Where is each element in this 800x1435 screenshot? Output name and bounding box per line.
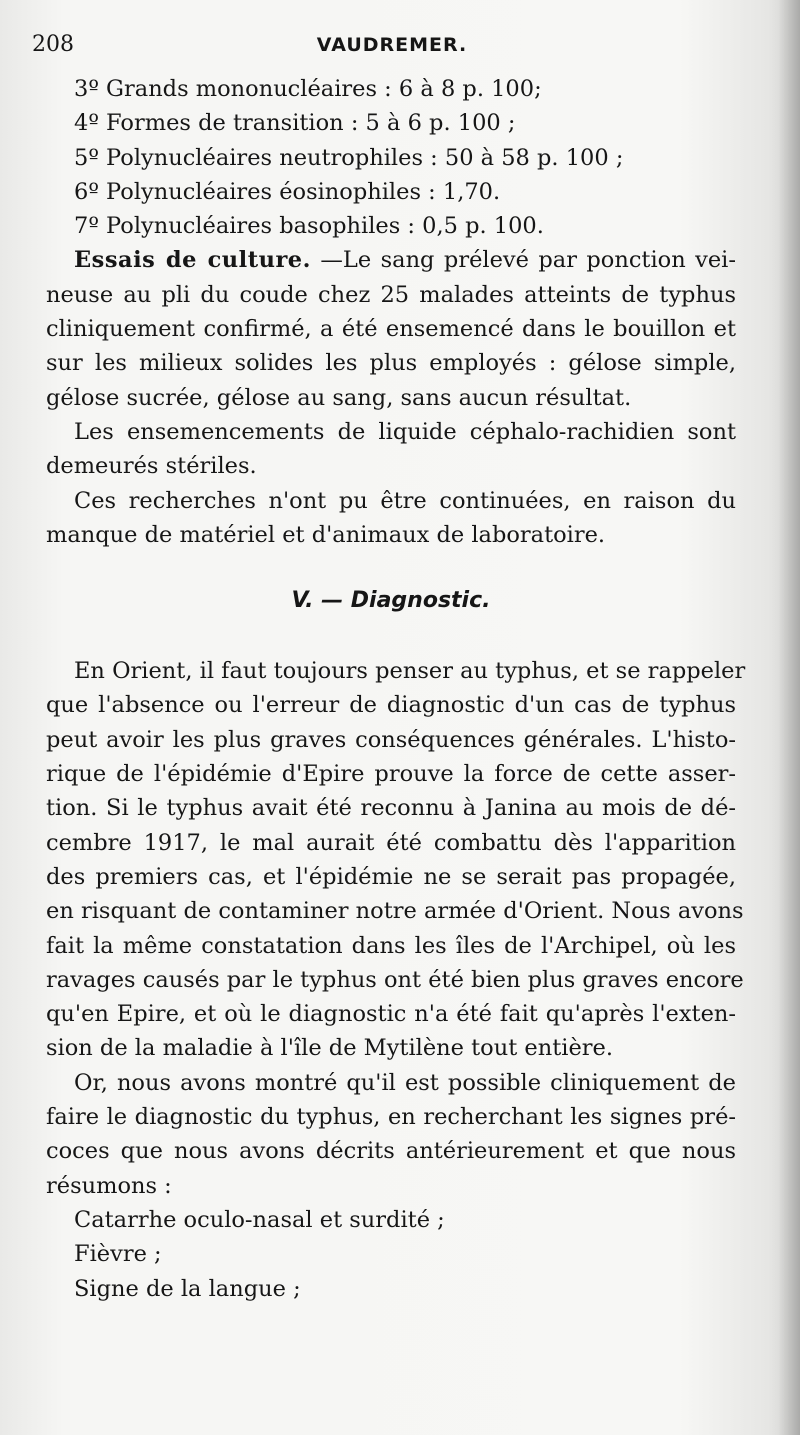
list-item: 6º Polynucléaires éosinophiles : 1,70.	[74, 178, 501, 205]
text-line: sur les milieux solides les plus employés : gélose simple,	[46, 350, 736, 377]
text-line: Ces recherches n'ont pu être continuées, en raison du	[74, 487, 736, 514]
text-line: ravages causés par le typhus ont été bien plus graves encore	[46, 966, 744, 993]
list-item: Fièvre ;	[74, 1241, 162, 1268]
page-number: 208	[32, 32, 74, 57]
list-item: 7º Polynucléaires basophiles : 0,5 p. 100.	[74, 213, 544, 240]
text-line: En Orient, il faut toujours penser au typhus, et se rappeler	[74, 658, 746, 685]
culture-first-line-rest: —Le sang prélevé par ponction vei-	[310, 247, 736, 274]
text-line: gélose sucrée, gélose au sang, sans aucun résultat.	[46, 384, 632, 411]
text-line: cembre 1917, le mal aurait été combattu dès l'apparition	[46, 829, 736, 856]
text-line: Les ensemencements de liquide céphalo-rachidien sont	[74, 418, 736, 445]
page-edge-shadow	[778, 0, 800, 1435]
list-item: 3º Grands mononucléaires : 6 à 8 p. 100;	[74, 76, 542, 102]
section-title: V. — Diagnostic.	[291, 588, 491, 614]
text-line: Or, nous avons montré qu'il est possible cliniquement de	[74, 1069, 736, 1096]
culture-first-line	[46, 243, 736, 277]
text-line: sion de la maladie à l'île de Mytilène tout entière.	[46, 1035, 613, 1062]
text-line: fait la même constatation dans les îles de l'Archipel, où les	[46, 932, 736, 959]
list-item: Catarrhe oculo-nasal et surdité ;	[74, 1206, 445, 1233]
text-line: des premiers cas, et l'épidémie ne se serait pas propagée,	[46, 863, 736, 890]
text-line: que l'absence ou l'erreur de diagnostic d'un cas de typhus	[46, 692, 736, 719]
text-line: neuse au pli du coude chez 25 malades atteints de typhus	[46, 281, 736, 308]
page-header	[32, 32, 752, 62]
text-line: résumons :	[46, 1172, 172, 1199]
text-line: en risquant de contaminer notre armée d'Orient. Nous avons	[46, 898, 744, 925]
culture-heading: Essais de culture.	[74, 247, 311, 274]
text-line: demeurés stériles.	[46, 453, 257, 480]
text-line: tion. Si le typhus avait été reconnu à Janina au mois de dé-	[46, 795, 736, 822]
running-head: VAUDREMER.	[316, 34, 468, 56]
text-line: coces que nous avons décrits antérieurement et que nous	[46, 1138, 736, 1165]
text-line: rique de l'épidémie d'Epire prouve la force de cette asser-	[46, 761, 736, 788]
text-line: manque de matériel et d'animaux de laboratoire.	[46, 521, 606, 548]
text-line: cliniquement confirmé, a été ensemencé dans le bouillon et	[46, 316, 736, 343]
body-text	[46, 72, 746, 1306]
text-line: faire le diagnostic du typhus, en recherchant les signes pré-	[46, 1104, 736, 1131]
list-item: 4º Formes de transition : 5 à 6 p. 100 ;	[74, 110, 516, 137]
list-item: 5º Polynucléaires neutrophiles : 50 à 58 p. 100 ;	[74, 144, 624, 171]
text-line: qu'en Epire, et où le diagnostic n'a été fait qu'après l'exten-	[46, 1001, 736, 1028]
list-item: Signe de la langue ;	[74, 1275, 301, 1302]
text-line: peut avoir les plus graves conséquences générales. L'histo-	[46, 726, 736, 753]
